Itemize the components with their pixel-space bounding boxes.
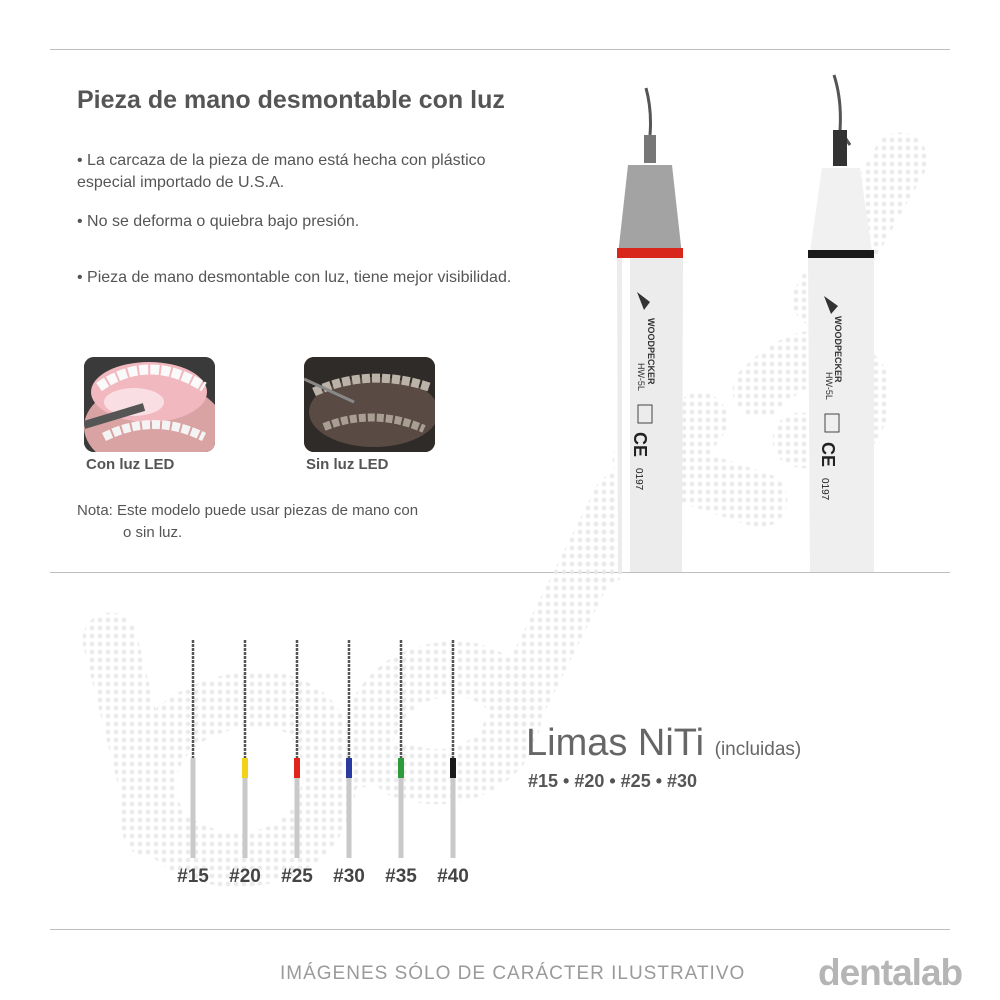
ce-code: 0197 xyxy=(819,478,830,501)
caption-without-led: Sin luz LED xyxy=(306,456,389,473)
divider-bottom xyxy=(50,929,950,930)
handpiece-without-light xyxy=(800,70,890,572)
file-2 xyxy=(242,640,248,858)
file-label: #15 xyxy=(177,866,209,887)
note-line-2: o sin luz. xyxy=(123,524,183,541)
handpiece-ring xyxy=(808,250,874,258)
file-label: #35 xyxy=(385,866,417,887)
file-color-band xyxy=(450,758,456,778)
file-6 xyxy=(450,640,456,858)
footer-logo: dentalab xyxy=(818,952,963,993)
handpiece-model: HW-5L xyxy=(636,363,646,391)
handpiece-model: HW-5L xyxy=(824,372,834,400)
files-title xyxy=(526,722,801,765)
ce-code: 0197 xyxy=(633,468,644,491)
photo-without-led xyxy=(304,357,435,452)
file-color-band xyxy=(242,758,248,778)
handpiece-ring xyxy=(617,248,683,258)
files-title-sub: (incluidas) xyxy=(714,739,802,760)
files-sizes: #15 • #20 • #25 • #30 xyxy=(528,771,698,791)
file-color-band xyxy=(398,758,404,778)
caption-with-led: Con luz LED xyxy=(86,456,175,473)
footer-disclaimer: IMÁGENES SÓLO DE CARÁCTER ILUSTRATIVO xyxy=(280,963,746,984)
file-label: #40 xyxy=(437,866,469,887)
niti-files xyxy=(160,630,490,865)
bullet-visibility: • Pieza de mano desmontable con luz, tiene mejor visibilidad. xyxy=(77,269,512,286)
file-color-band xyxy=(346,758,352,778)
note-line-1: Nota: Este modelo puede usar piezas de mano con xyxy=(77,502,419,519)
note xyxy=(77,500,418,544)
ce-mark: CE xyxy=(818,442,838,468)
bullet-material: • La carcaza de la pieza de mano está hecha con plástico especial importado de U.S.A. xyxy=(77,152,486,191)
file-1 xyxy=(191,640,196,858)
handpiece-brand: WOODPECKER xyxy=(833,316,843,383)
file-5 xyxy=(398,640,404,858)
handpiece-brand: WOODPECKER xyxy=(646,318,656,385)
file-3 xyxy=(294,640,300,858)
section-title: Pieza de mano desmontable con luz xyxy=(77,86,505,114)
file-label: #30 xyxy=(333,866,365,887)
divider-top xyxy=(50,49,950,50)
handpiece-with-light xyxy=(600,80,700,572)
divider-middle xyxy=(50,572,950,573)
ce-mark: CE xyxy=(630,432,650,458)
files-title-main: Limas NiTi xyxy=(526,722,705,764)
photo-with-led xyxy=(84,357,215,452)
file-color-band xyxy=(294,758,300,778)
file-4 xyxy=(346,640,352,858)
file-label: #25 xyxy=(281,866,313,887)
file-label: #20 xyxy=(229,866,261,887)
bullet-pressure: • No se deforma o quiebra bajo presión. xyxy=(77,213,360,230)
